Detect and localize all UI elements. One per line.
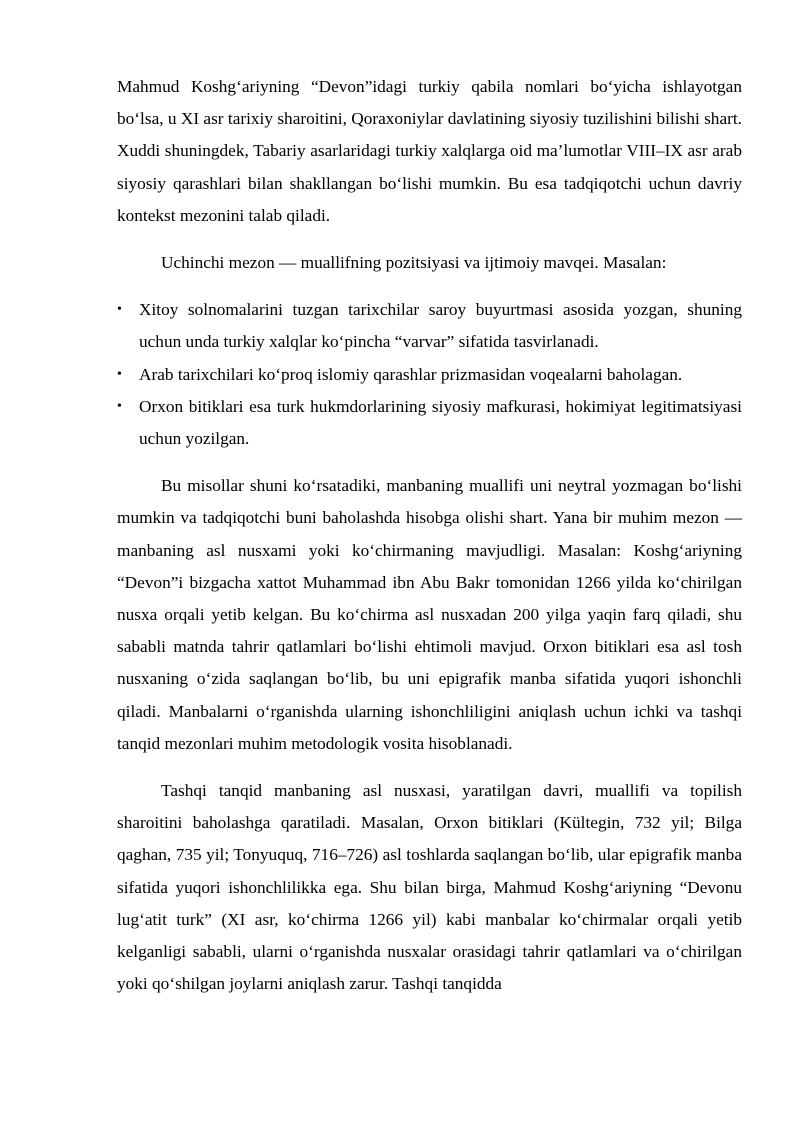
bullet-list [117, 294, 742, 455]
bullet-icon: • [117, 302, 122, 318]
page-body [117, 71, 742, 1000]
body-paragraph: Bu misollar shuni ko‘rsatadiki, manbaning muallifi uni neytral yozmagan bo‘lishi mumkin va tadqiqotchi buni baholashda hisobga olishi shart. Yana bir muhim mezon — manbaning asl nusxami yoki ko‘chirmaning mavjudligi. Masalan: Koshg‘ariyning “Devon”i bizgacha xattot Muhammad ibn Abu Bakr tomonidan 1266 yilda ko‘chirilgan nusxa orqali yetib kelgan. Bu ko‘chirma asl nusxadan 200 yilga yaqin farq qiladi, shu sababli matnda tahrir qatlamlari bo‘lishi ehtimoli mavjud. Orxon bitiklari esa asl tosh nusxaning o‘zida saqlangan bo‘lib, bu uni epigrafik manba sifatida yuqori ishonchli qiladi. Manbalarni o‘rganishda ularning ishonchliligini aniqlash uchun ichki va tashqi tanqid mezonlari muhim metodologik vosita hisoblanadi. [117, 476, 742, 753]
bullet-list-item [117, 294, 742, 358]
bullet-text: Arab tarixchilari ko‘proq islomiy qarashlar prizmasidan voqealarni baholagan. [139, 364, 683, 384]
bullet-icon: • [117, 366, 122, 382]
bullet-icon: • [117, 398, 122, 414]
bullet-text: Xitoy solnomalarini tuzgan tarixchilar saroy buyurtmasi asosida yozgan, shuning uchun unda turkiy xalqlar ko‘pincha “varvar” sifatida tasvirlanadi. [139, 300, 742, 352]
bullet-list-item [117, 359, 742, 391]
body-paragraph: Mahmud Koshg‘ariyning “Devon”idagi turkiy qabila nomlari bo‘yicha ishlayotgan bo‘lsa, u XI asr tarixiy sharoitini, Qoraxoniylar davlatining siyosiy tuzilishini bilishi shart. Xuddi shuningdek, Tabariy asarlaridagi turkiy xalqlarga oid ma’lumotlar VIII–IX asr arab siyosiy qarashlari bilan shakllangan bo‘lishi mumkin. Bu esa tadqiqotchi uchun davriy kontekst mezonini talab qiladi. [117, 77, 742, 225]
body-paragraph: Tashqi tanqid manbaning asl nusxasi, yaratilgan davri, muallifi va topilish sharoitini baholashga qaratiladi. Masalan, Orxon bitiklari (Kültegin, 732 yil; Bilga qaghan, 735 yil; Tonyuquq, 716–726) asl toshlarda saqlangan bo‘lib, ular epigrafik manba sifatida yuqori ishonchlilikka ega. Shu bilan birga, Mahmud Koshg‘ariyning “Devonu lug‘atit turk” (XI asr, ko‘chirma 1266 yil) kabi manbalar ko‘chirmalar orqali yetib kelganligi sababli, ularni o‘rganishda nusxalar orasidagi tahrir qatlamlari va o‘chirilgan yoki qo‘shilgan joylarni aniqlash zarur. Tashqi tanqidda [117, 781, 742, 994]
bullet-list-item [117, 391, 742, 455]
bullet-text: Orxon bitiklari esa turk hukmdorlarining siyosiy mafkurasi, hokimiyat legitimatsiyasi uchun yozilgan. [139, 396, 742, 449]
body-paragraph: Uchinchi mezon — muallifning pozitsiyasi va ijtimoiy mavqei. Masalan: [161, 253, 667, 273]
